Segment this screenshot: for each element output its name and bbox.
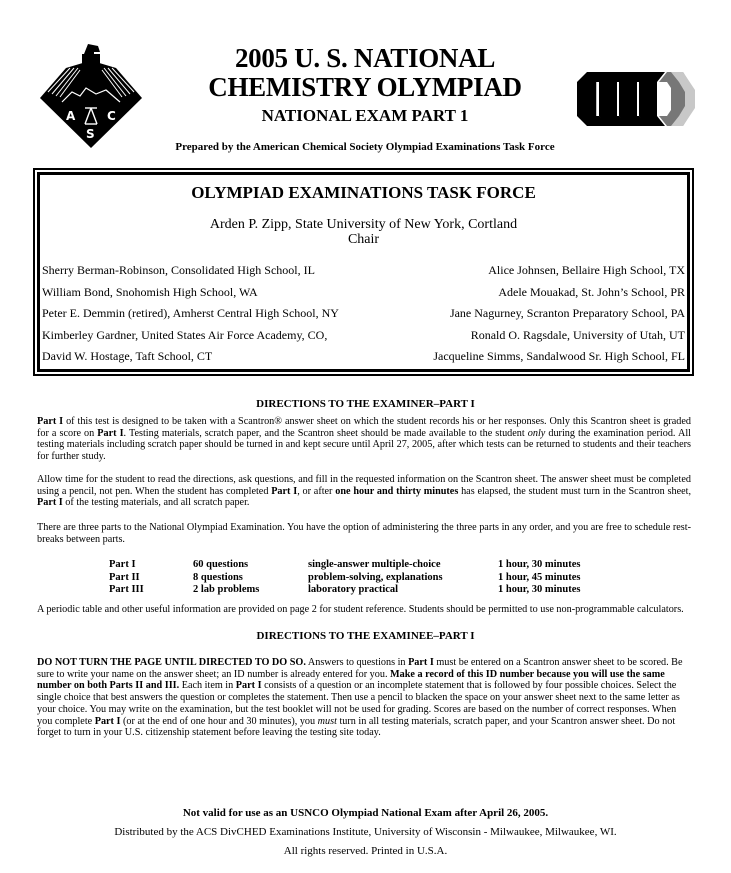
part-type: single-answer multiple-choice xyxy=(308,559,441,570)
text-span: Each item in xyxy=(179,680,236,692)
acs-eagle-logo xyxy=(36,40,146,150)
task-force-title: OLYMPIAD EXAMINATIONS TASK FORCE xyxy=(191,183,536,202)
chair-role: Chair xyxy=(347,232,380,247)
text-span: Answers to questions in xyxy=(305,657,409,668)
exam-title-line1: 2005 U. S. NATIONAL xyxy=(234,43,496,73)
part-time: 1 hour, 30 minutes xyxy=(498,559,581,570)
member-row xyxy=(42,285,685,307)
text-span: turn in all testing materials, scratch paper, and your Scantron answer sheet. Do not forget to turn in your U.S. citizenship statement before leaving the testing site today. xyxy=(37,715,676,739)
bold-text: one hour and thirty minutes xyxy=(335,485,459,497)
text-span: , or after xyxy=(297,485,336,497)
exam-parts-table xyxy=(109,559,629,597)
part-type: laboratory practical xyxy=(308,584,399,595)
italic-text: only xyxy=(527,427,546,439)
italic-text: must xyxy=(317,715,337,727)
part-name: Part III xyxy=(109,584,144,595)
part-count: 2 lab problems xyxy=(193,584,260,595)
text-span: of the testing materials, and all scratch paper. xyxy=(62,497,250,509)
text-span: must be entered on a Scantron answer sheet to be scored. Be sure to write your name on the answer sheet; an ID number is already entered for you. xyxy=(37,657,683,680)
text-span: consists of a question or an incomplete statement that is followed by four possible choices. Select the single choice that best answers the question or completes the statement. Then use a pencil to blacken the space on your answer sheet next to the same letter as your choice. You may write on the examination, but the test booklet will not be used for grading. Scores are based on the number of correct responses. When you complete xyxy=(37,680,680,727)
text-span: of this test is designed to be taken with a Scantron® answer sheet on which the student records his or her responses. Only this Scantron sheet is graded for a score on xyxy=(37,416,691,439)
examiner-paragraph-1 xyxy=(37,416,691,463)
chemistry-olympiad-hexagon-logo xyxy=(575,68,697,130)
exam-part-row xyxy=(109,559,629,572)
member-right: Ronald O. Ragsdale, University of Utah, UT xyxy=(470,327,685,342)
task-force-box-inner xyxy=(37,172,690,372)
part-count: 8 questions xyxy=(193,571,243,583)
text-span: during the examination period. All testing materials including scratch paper should be turned in and kept secure until April 27, 2005, after which tests can be returned to students and their teachers for further study. xyxy=(37,427,691,463)
examiner-paragraph-4: A periodic table and other useful information are provided on page 2 for student reference. Students should be permitted to use non-programmable calculators. xyxy=(37,604,684,615)
bold-text: Part I xyxy=(271,485,298,497)
member-row xyxy=(42,263,685,285)
part-time: 1 hour, 45 minutes xyxy=(498,571,581,583)
part-type: problem-solving, explanations xyxy=(308,571,443,583)
member-left: Kimberley Gardner, United States Air Force Academy, CO, xyxy=(42,327,328,342)
prepared-by: Prepared by the American Chemical Society Olympiad Examinations Task Force xyxy=(175,141,555,153)
part-name: Part II xyxy=(109,571,140,583)
member-right: Adele Mouakad, St. John’s School, PR xyxy=(498,284,685,299)
bold-text: Part I xyxy=(235,680,262,692)
bold-text: Part I xyxy=(97,427,124,439)
member-left: William Bond, Snohomish High School, WA xyxy=(42,284,258,299)
member-row xyxy=(42,349,685,371)
part-name: Part I xyxy=(109,559,136,570)
rights-notice: All rights reserved. Printed in U.S.A. xyxy=(283,845,448,857)
bold-text: Part I xyxy=(37,416,64,427)
examinee-paragraph xyxy=(37,657,691,739)
part-time: 1 hour, 30 minutes xyxy=(498,584,581,595)
exam-title-line2: CHEMISTRY OLYMPIAD xyxy=(208,72,522,102)
svg-text:C: C xyxy=(107,109,116,123)
member-right: Alice Johnsen, Bellaire High School, TX xyxy=(488,263,685,277)
bold-text: Part I xyxy=(37,497,63,509)
validity-notice: Not valid for use as an USNCO Olympiad National Exam after April 26, 2005. xyxy=(182,807,549,819)
member-row xyxy=(42,306,685,328)
distribution-notice: Distributed by the ACS DivCHED Examinations Institute, University of Wisconsin - Milwaukee, Milwaukee, WI. xyxy=(114,826,617,838)
chair-name: Arden P. Zipp, State University of New York, Cortland xyxy=(209,217,518,232)
exam-part-row xyxy=(109,584,629,597)
task-force-box xyxy=(33,168,694,376)
text-span: (or at the end of one hour and 30 minutes), you xyxy=(120,715,318,727)
exam-part-row xyxy=(109,572,629,585)
member-left: Peter E. Demmin (retired), Amherst Central High School, NY xyxy=(42,306,339,320)
bold-text: Make a record of this ID number because you will use the same number on both Parts II and III. xyxy=(37,668,665,692)
examiner-paragraph-2 xyxy=(37,474,691,509)
member-right: Jacqueline Simms, Sandalwood Sr. High School, FL xyxy=(433,349,685,363)
exam-subtitle: NATIONAL EXAM PART 1 xyxy=(261,106,469,125)
svg-text:A: A xyxy=(66,109,76,123)
member-row xyxy=(42,328,685,350)
examiner-heading: DIRECTIONS TO THE EXAMINER–PART I xyxy=(256,398,475,410)
task-force-members xyxy=(42,263,685,371)
examiner-paragraph-3: There are three parts to the National Olympiad Examination. You have the option of administering the three parts in any order, and you are free to schedule rest-breaks between parts. xyxy=(37,522,691,545)
member-left: David W. Hostage, Taft School, CT xyxy=(42,349,213,363)
bold-text: Part I xyxy=(408,657,434,668)
text-span: Allow time for the student to read the directions, ask questions, and fill in the requested information on the Scantron sheet. The answer sheet must be completed using a pencil, not pen. When the student has completed xyxy=(37,474,691,497)
examinee-heading: DIRECTIONS TO THE EXAMINEE–PART I xyxy=(256,630,475,642)
bold-text: DO NOT TURN THE PAGE UNTIL DIRECTED TO DO SO. xyxy=(37,657,306,668)
text-span: has elapsed, the student must turn in the Scantron sheet, xyxy=(458,485,691,497)
part-count: 60 questions xyxy=(193,559,249,570)
member-left: Sherry Berman-Robinson, Consolidated High School, IL xyxy=(42,263,315,277)
bold-text: Part I xyxy=(94,715,121,727)
svg-text:S: S xyxy=(86,127,95,141)
text-span: . Testing materials, scratch paper, and the Scantron sheet should be made available to the student xyxy=(123,427,528,439)
member-right: Jane Nagurney, Scranton Preparatory School, PA xyxy=(449,306,685,320)
